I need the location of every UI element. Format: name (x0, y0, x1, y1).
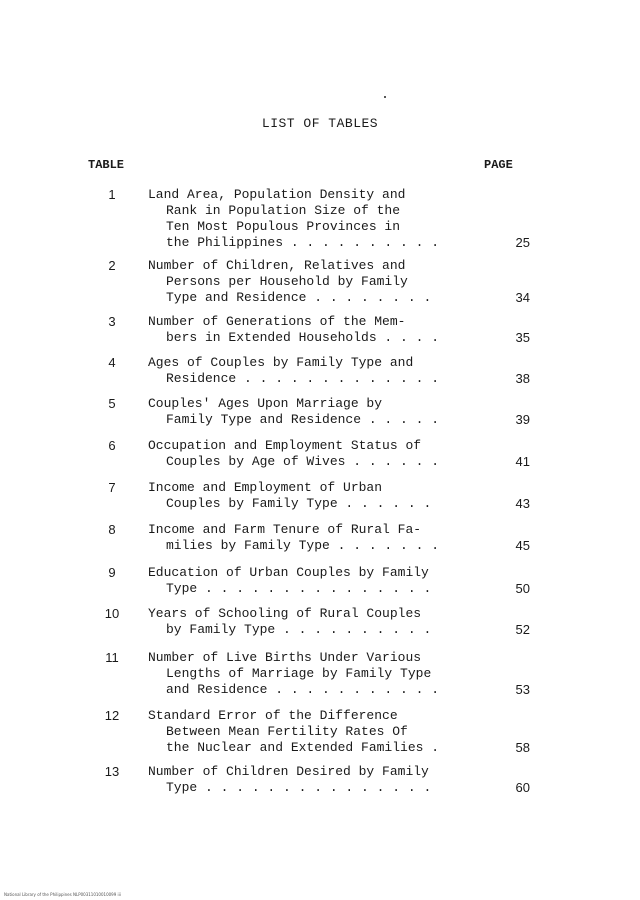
caption-line: Number of Generations of the Mem- (148, 314, 406, 329)
page-column-header: PAGE (484, 158, 513, 172)
table-number: 6 (108, 438, 116, 453)
caption-line: Lengths of Marriage by Family Type (166, 666, 432, 681)
table-number: 3 (108, 314, 116, 329)
table-caption (148, 522, 478, 554)
page-number: 52 (515, 622, 530, 637)
table-caption (148, 480, 478, 512)
table-number: 12 (104, 708, 120, 723)
caption-line: Ten Most Populous Provinces in (166, 219, 401, 234)
table-caption (148, 187, 478, 251)
table-number: 9 (108, 565, 116, 580)
caption-line: Number of Live Births Under Various (148, 650, 422, 665)
table-caption (148, 764, 478, 796)
caption-line: by Family Type . . . . . . . . . . (166, 622, 432, 637)
table-caption (148, 650, 478, 698)
caption-line: Income and Employment of Urban (148, 480, 383, 495)
page-title: LIST OF TABLES (261, 116, 379, 131)
table-column-header: TABLE (88, 158, 125, 172)
caption-line: Ages of Couples by Family Type and (148, 355, 414, 370)
caption-line: Between Mean Fertility Rates Of (166, 724, 408, 739)
page-number: 60 (515, 780, 530, 795)
caption-line: Years of Schooling of Rural Couples (148, 606, 422, 621)
page-number: 50 (515, 581, 530, 596)
caption-line: Type . . . . . . . . . . . . . . . (166, 780, 432, 795)
table-number: 10 (104, 606, 120, 621)
table-number: 2 (108, 258, 116, 273)
table-number: 5 (108, 396, 116, 411)
caption-line: Couples by Family Type . . . . . . (166, 496, 432, 511)
caption-line: milies by Family Type . . . . . . . (166, 538, 440, 553)
caption-line: Type and Residence . . . . . . . . (166, 290, 432, 305)
caption-line: Income and Farm Tenure of Rural Fa- (148, 522, 422, 537)
table-caption (148, 708, 478, 756)
caption-line: and Residence . . . . . . . . . . . (166, 682, 440, 697)
caption-line: Land Area, Population Density and (148, 187, 406, 202)
page-number: 39 (515, 412, 530, 427)
page-number: 41 (515, 454, 530, 469)
table-number: 1 (108, 187, 116, 202)
table-caption (148, 355, 478, 387)
caption-line: Type . . . . . . . . . . . . . . . (166, 581, 432, 596)
scan-footer: National Library of the Philippines NLP00311010010099 iii (4, 892, 121, 897)
caption-line: Couples' Ages Upon Marriage by (148, 396, 383, 411)
page-number: 38 (515, 371, 530, 386)
table-number: 7 (108, 480, 116, 495)
scan-speck (384, 96, 386, 98)
table-number: 4 (108, 355, 116, 370)
caption-line: Occupation and Employment Status of (148, 438, 422, 453)
caption-line: Number of Children Desired by Family (148, 764, 429, 779)
caption-line: Rank in Population Size of the (166, 203, 401, 218)
caption-line: Education of Urban Couples by Family (148, 565, 429, 580)
table-caption (148, 314, 478, 346)
page-number: 45 (515, 538, 530, 553)
caption-line: the Philippines . . . . . . . . . . (166, 235, 440, 250)
caption-line: the Nuclear and Extended Families . (166, 740, 440, 755)
caption-line: Persons per Household by Family (166, 274, 408, 289)
table-caption (148, 396, 478, 428)
caption-line: bers in Extended Households . . . . (166, 330, 440, 345)
table-caption (148, 258, 478, 306)
page-number: 35 (515, 330, 530, 345)
page-number: 25 (515, 235, 530, 250)
table-caption (148, 565, 478, 597)
table-caption (148, 606, 478, 638)
table-number: 8 (108, 522, 116, 537)
caption-line: Couples by Age of Wives . . . . . . (166, 454, 440, 469)
table-number: 13 (104, 764, 120, 779)
page-number: 43 (515, 496, 530, 511)
table-caption (148, 438, 478, 470)
caption-line: Residence . . . . . . . . . . . . . (166, 371, 440, 386)
caption-line: Standard Error of the Difference (148, 708, 398, 723)
caption-line: Number of Children, Relatives and (148, 258, 406, 273)
caption-line: Family Type and Residence . . . . . (166, 412, 440, 427)
page-number: 34 (515, 290, 530, 305)
page-number: 53 (515, 682, 530, 697)
page-number: 58 (515, 740, 530, 755)
table-number: 11 (105, 650, 119, 665)
